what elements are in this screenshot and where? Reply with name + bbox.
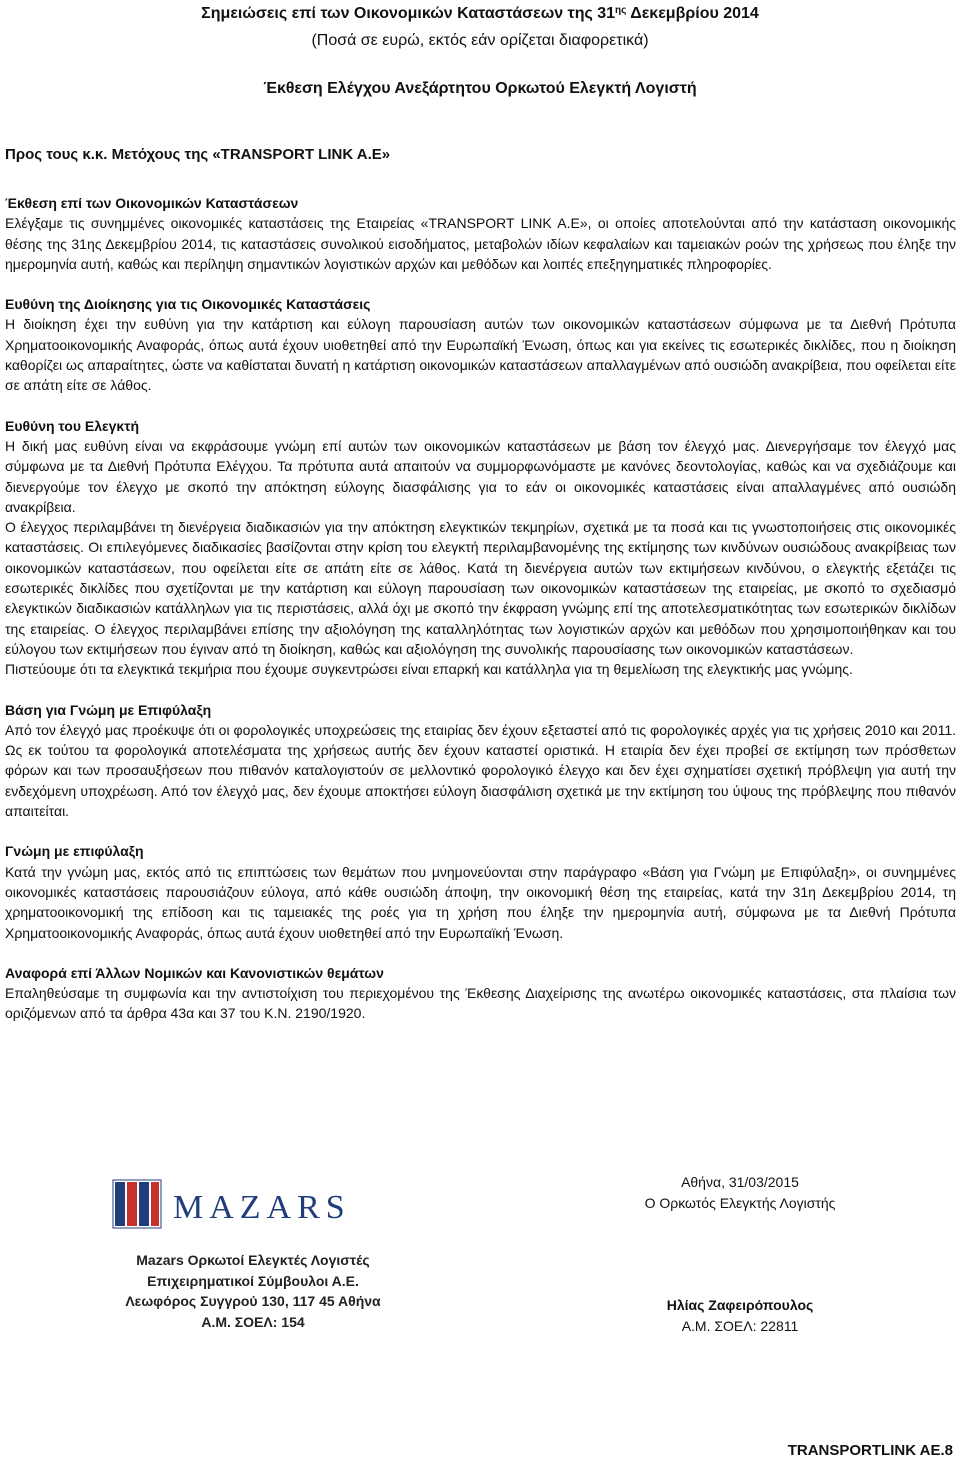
paragraph-auditor-responsibility-1: Η δική μας ευθύνη είναι να εκφράσουμε γνώμη επί αυτών των οικονομικών καταστάσεων με βάση τον έλεγχό μας. Διενεργήσαμε τον έλεγχό μας σύμφωνα με τα Διεθνή Πρότυπα Ελέγχου. Τα πρότυπα αυτά απαιτούν να συμμορφωνόμαστε με κανόνες δεοντολογίας, καθώς και να σχεδιάζουμε και διενεργούμε τον έλεγχο με σκοπό την απόκτηση εύλογης διασφάλισης για το εάν οι οικονομικές καταστάσεις είναι απαλλαγμένες από ουσιώδη ανακρίβεια. [5, 437, 956, 515]
notes-subtitle: (Ποσά σε ευρώ, εκτός εάν ορίζεται διαφορετικά) [311, 32, 649, 49]
section-title-other-legal-matters: Αναφορά επί Άλλων Νομικών και Κανονιστικών θεμάτων [5, 964, 384, 981]
section-title-auditor-responsibility: Ευθύνη του Ελεγκτή [5, 417, 140, 434]
paragraph-other-legal-matters: Επαληθεύσαμε τη συμφωνία και την αντιστοίχιση του περιεχομένου της Έκθεσης Διαχείρισης της ανωτέρω οικονομικές καταστάσεις, στα πλαίσια των οριζόμενων από τα άρθρα 43α και 37 του Κ.Ν. 2190/1920. [5, 985, 956, 1022]
auditor-registration: Α.Μ. ΣΟΕΛ: 22811 [681, 1317, 799, 1334]
paragraph-scope: Ελέγξαμε τις συνημμένες οικονομικές καταστάσεις της Εταιρείας «TRANSPORT LINK A.E», οι οποίες αποτελούνται από την κατάσταση οικονομικής θέσης της 31ης Δεκεμβρίου 2014, τις καταστάσεις συνολικού εισοδήματος, μεταβολών ιδίων κεφαλαίων και ταμειακών ροών της χρήσεως που έληξε την ημερομηνία αυτή, καθώς και περίληψη σημαντικών λογιστικών αρχών και μεθόδων και λοιπές επεξηγηματικές πληροφορίες. [5, 215, 956, 272]
paragraph-management-responsibility: Η διοίκηση έχει την ευθύνη για την κατάρτιση και εύλογη παρουσίαση αυτών των οικονομικών καταστάσεων σύμφωνα με τα Διεθνή Πρότυπα Χρηματοοικονομικής Αναφοράς, όπως αυτά έχουν υιοθετηθεί από την Ευρωπαϊκή Ένωση, όπως και για εκείνες τις εσωτερικές δικλίδες, που η διοίκηση καθορίζει ως απαραίτητες, ώστε να καθίσταται δυνατή η κατάρτιση οικονομικών καταστάσεων απαλλαγμένων από ουσιώδη ανακρίβεια, που οφείλεται είτε σε απάτη είτε σε λάθος. [5, 316, 956, 394]
title-superscript: ης [615, 5, 627, 16]
mazars-logo [103, 1172, 403, 1242]
paragraph-auditor-responsibility-3: Πιστεύουμε ότι τα ελεγκτικά τεκμήρια που έχουμε συγκεντρώσει είναι επαρκή και κατάλληλα για τη θεμελίωση της ελεγκτικής μας γνώμης. [5, 661, 853, 678]
paragraph-auditor-responsibility-2: Ο έλεγχος περιλαμβάνει τη διενέργεια διαδικασιών για την απόκτηση ελεγκτικών τεκμηρίων, σχετικά με τα ποσά και τις γνωστοποιήσεις στις οικονομικές καταστάσεις. Οι επιλεγόμενες διαδικασίες βασίζονται στην κρίση του ελεγκτή περιλαμβανομένης της εκτίμησης των κινδύνων ουσιώδους ανακρίβειας των οικονομικών καταστάσεων, που οφείλεται είτε σε απάτη είτε σε λάθος. Κατά τη διενέργεια αυτών των εκτιμήσεων κινδύνου, ο ελεγκτής εξετάζει τις εσωτερικές δικλίδες που σχετίζονται με την κατάρτιση και εύλογη παρουσίαση των οικονομικών καταστάσεων της εταιρείας, με σκοπό το σχεδιασμό ελεγκτικών διαδικασιών κατάλληλων για τις περιστάσεις, αλλά όχι με σκοπό την έκφραση γνώμης επί της αποτελεσματικότητας των εσωτερικών δικλίδων της εταιρείας. Ο έλεγχος περιλαμβάνει επίσης την αξιολόγηση της καταλληλότητας των λογιστικών αρχών και μεθόδων που χρησιμοποιήθηκαν και του εύλογου των εκτιμήσεων που έγιναν από τη διοίκηση, καθώς και αξιολόγηση της συνολικής παρουσίασης των οικονομικών καταστάσεων. [5, 519, 956, 657]
auditor-role: Ο Ορκωτός Ελεγκτής Λογιστής [644, 1194, 836, 1211]
firm-type: Επιχειρηματικοί Σύμβουλοι Α.Ε. [147, 1272, 359, 1289]
title-pre: Σημειώσεις επί των Οικονομικών Καταστάσεων της 31 [201, 5, 616, 22]
paragraph-qualified-opinion: Κατά την γνώμη μας, εκτός από τις επιπτώσεις των θεμάτων που μνημονεύονται στην παράγραφο «Βάση για Γνώμη με Επιφύλαξη», οι συνημμένες οικονομικές καταστάσεις παρουσιάζουν εύλογα, από κάθε ουσιώδη άποψη, την οικονομική θέση της εταιρείας, κατά την 31η Δεκεμβρίου 2014, τη χρηματοοικονομική της επίδοση και τις ταμειακές της ροές για τη χρήση που έληξε την ημερομηνία αυτή, σύμφωνα με τα Διεθνή Πρότυπα Χρηματοοικονομικής Αναφοράς, όπως αυτά έχουν υιοθετηθεί από την Ευρωπαϊκή Ένωση. [5, 863, 956, 941]
section-title-basis-qualified-opinion: Βάση για Γνώμη με Επιφύλαξη [5, 701, 212, 718]
report-title: Έκθεση Ελέγχου Ανεξάρτητου Ορκωτού Ελεγκτή Λογιστή [263, 80, 697, 97]
notes-title [0, 4, 960, 24]
firm-address [103, 1250, 403, 1332]
place-date: Αθήνα, 31/03/2015 [681, 1174, 799, 1190]
section-title-statements: Έκθεση επί των Οικονομικών Καταστάσεων [5, 195, 299, 211]
firm-street: Λεωφόρος Συγγρού 130, 117 45 Αθήνα [125, 1293, 381, 1309]
mazars-wordmark: MAZARS [173, 1189, 351, 1226]
auditor-name: Ηλίας Ζαφειρόπουλος [666, 1297, 814, 1313]
auditor-signature-block [560, 1172, 920, 1336]
firm-name: Mazars Ορκωτοί Ελεγκτές Λογιστές [136, 1252, 370, 1268]
paragraph-basis-qualified-opinion: Από τον έλεγχό μας προέκυψε ότι οι φορολογικές υποχρεώσεις της εταιρίας δεν έχουν εξεταστεί από τις φορολογικές αρχές για τις χρήσεις 2010 και 2011. Ως εκ τούτου τα φορολογικά αποτελέσματα της χρήσεως αυτής δεν έχουν καταστεί οριστικά. Η εταιρία δεν έχει προβεί σε εκτίμηση των πρόσθετων φόρων και των προσαυξήσεων που πιθανόν καταλογιστούν σε μελλοντικό φορολογικό έλεγχο και δεν έχει σχηματίσει σχετική πρόβλεψη για αυτή την ενδεχόμενη υποχρέωση. Από τον έλεγχό μας, δεν έχουμε αποκτήσει εύλογη διασφάλιση σχετικά με την εκτίμηση του ύψους της πρόβλεψης που πιθανόν απαιτείται. [5, 721, 956, 820]
report-body [5, 193, 956, 1024]
page-footer: TRANSPORTLINK AE.8 [787, 1442, 953, 1459]
addressee: Προς τους κ.κ. Μετόχους της «TRANSPORT LINK A.E» [5, 146, 391, 163]
title-post: Δεκεμβρίου 2014 [626, 5, 759, 22]
mazars-emblem-icon [113, 1180, 161, 1228]
section-title-management-responsibility: Ευθύνη της Διοίκησης για τις Οικονομικές Καταστάσεις [5, 296, 371, 313]
firm-registration: Α.Μ. ΣΟΕΛ: 154 [201, 1313, 305, 1330]
section-title-qualified-opinion: Γνώμη με επιφύλαξη [5, 843, 144, 860]
